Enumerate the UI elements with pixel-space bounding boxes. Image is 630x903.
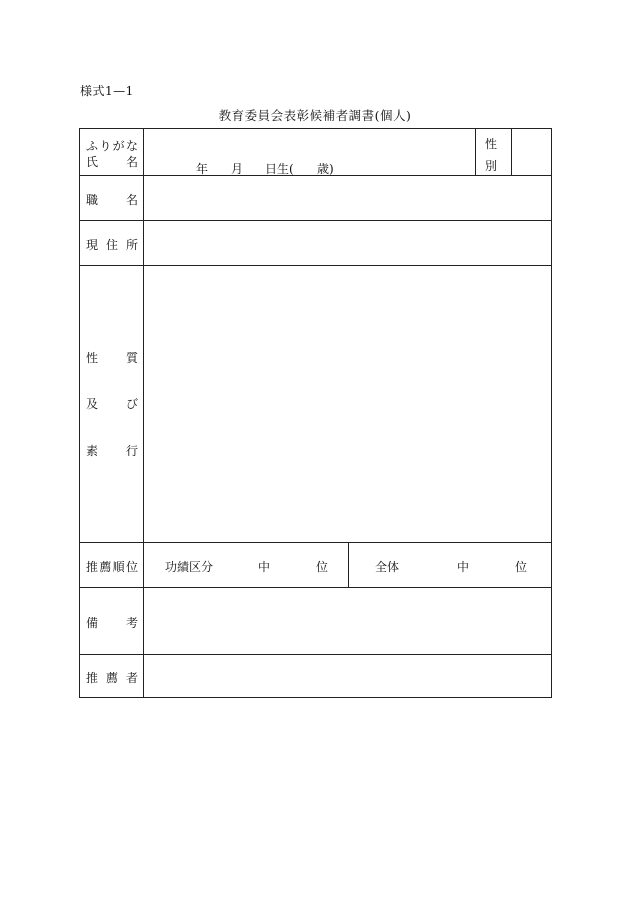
overall-middle-label: 中 [457, 560, 470, 574]
furigana-label: ふ り が な [86, 139, 138, 153]
remarks-label: 備 考 [86, 616, 138, 630]
character-label-cell [80, 266, 144, 542]
remarks-row [80, 588, 551, 655]
form-number: 様式1—1 [80, 84, 134, 98]
recommender-label: 推 薦 者 [86, 671, 138, 685]
job-label: 職 名 [86, 193, 138, 207]
merit-middle-label: 中 [258, 560, 271, 574]
name-label: 氏 名 [86, 155, 138, 169]
merit-rank-label: 位 [316, 560, 329, 574]
character-label-line-3: 素 行 [86, 444, 138, 458]
recommender-row [80, 655, 551, 697]
overall-rank-label: 位 [515, 560, 528, 574]
job-label-cell [80, 176, 144, 220]
overall-label: 全体 [375, 560, 400, 574]
name-label-cell [80, 129, 144, 175]
merit-category-label: 功績区分 [165, 560, 214, 574]
name-row [80, 129, 551, 176]
ranking-divider [348, 543, 349, 587]
remarks-label-cell [80, 588, 144, 654]
ranking-label-cell [80, 543, 144, 587]
sex-label-bottom: 別 [485, 159, 498, 173]
character-label-line-1: 性 質 [86, 351, 138, 365]
address-row [80, 221, 551, 266]
sex-divider [475, 129, 476, 175]
address-label-cell [80, 221, 144, 265]
ranking-label: 推 薦 順 位 [86, 560, 138, 574]
character-label-line-2: 及 び [86, 397, 138, 411]
address-label: 現 住 所 [86, 238, 138, 252]
form-table [79, 128, 552, 698]
document-title: 教育委員会表彰候補者調書(個人) [218, 108, 412, 123]
recommender-label-cell [80, 655, 144, 697]
ranking-row [80, 543, 551, 588]
birth-year-label: 年 [196, 162, 209, 176]
birth-month-label: 月 [231, 162, 244, 176]
birth-day-label: 日生( [265, 162, 294, 176]
sex-label-top: 性 [485, 137, 498, 151]
character-row [80, 266, 551, 543]
job-row [80, 176, 551, 221]
sex-value-divider [511, 129, 512, 175]
age-label: 歳) [317, 162, 334, 176]
